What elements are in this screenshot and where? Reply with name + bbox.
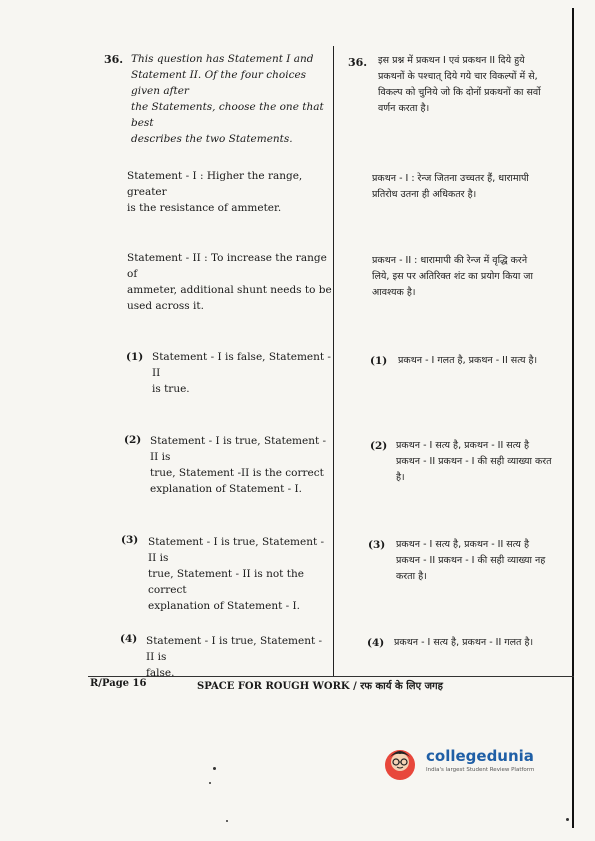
intro-line: प्रकथनों के पश्चात् दिये गये चार विकल्पों में से, xyxy=(378,71,538,82)
option-line: Statement - I is false, Statement - II xyxy=(152,351,331,379)
statement-line: प्रकथन - I : रेन्ज जितना उच्चतर हैं, धारामापी xyxy=(372,173,529,184)
option-line: true, Statement - II is not the correct xyxy=(148,568,304,596)
option-line: है। xyxy=(396,472,405,483)
scan-speck xyxy=(566,818,569,821)
statement-line: is the resistance of ammeter. xyxy=(127,202,282,214)
intro-line: इस प्रश्न में प्रकथन I एवं प्रकथन II दिये हुये xyxy=(378,55,525,66)
option-line: explanation of Statement - I. xyxy=(148,600,301,612)
statement-line: ammeter, additional shunt needs to be xyxy=(127,284,332,296)
option-line: प्रकथन - I सत्य है, प्रकथन - II गलत है। xyxy=(394,637,534,648)
option-line: प्रकथन - II प्रकथन - I की सही व्याख्या करत xyxy=(396,456,552,467)
page-edge-line xyxy=(572,8,574,828)
statement-line: प्रतिरोध उतना ही अधिकतर है। xyxy=(372,189,477,200)
option-3-number-hi[interactable]: (3) xyxy=(368,539,386,551)
option-2-text-en[interactable] xyxy=(150,433,332,497)
question-number-en: 36. xyxy=(104,53,124,66)
logo-tagline: India's largest Student Review Platform xyxy=(426,767,535,773)
option-line: Statement - I is true, Statement - II is xyxy=(148,536,325,564)
option-line: प्रकथन - I गलत है, प्रकथन - II सत्य है। xyxy=(398,355,538,366)
statement-2-en xyxy=(127,250,332,314)
statement-line: लिये, इस पर अतिरिक्त शंट का प्रयोग किया जा xyxy=(372,271,533,282)
option-line: Statement - I is true, Statement - II is xyxy=(146,635,323,663)
statement-line: Statement - II : To increase the range of xyxy=(127,252,327,280)
option-3-number-en[interactable]: (3) xyxy=(121,534,139,546)
option-1-text-en[interactable] xyxy=(152,349,332,397)
page-label: R/Page 16 xyxy=(90,678,147,689)
option-4-number-en[interactable]: (4) xyxy=(120,633,138,645)
statement-1-hi xyxy=(372,171,571,203)
scan-speck xyxy=(226,820,228,822)
option-line: प्रकथन - II प्रकथन - I की सही व्याख्या नह xyxy=(396,555,546,566)
option-1-number-en[interactable]: (1) xyxy=(126,351,144,363)
question-intro-en xyxy=(131,51,331,147)
intro-line: the Statements, choose the one that best xyxy=(131,101,324,129)
question-intro-hi xyxy=(378,53,571,117)
option-3-text-en[interactable] xyxy=(148,534,332,614)
option-4-text-en[interactable] xyxy=(146,633,332,681)
option-2-text-hi[interactable] xyxy=(396,438,571,486)
statement-2-hi xyxy=(372,253,571,301)
logo-name: collegedunia xyxy=(426,747,534,765)
option-4-text-hi[interactable] xyxy=(394,635,571,651)
option-2-number-en[interactable]: (2) xyxy=(124,434,142,446)
option-3-text-hi[interactable] xyxy=(396,537,571,585)
intro-line: Statement II. Of the four choices given after xyxy=(131,69,307,97)
option-line: false. xyxy=(146,667,175,679)
scan-speck xyxy=(209,782,211,784)
student-mascot-icon xyxy=(382,745,418,781)
scan-speck xyxy=(213,767,216,770)
option-line: explanation of Statement - I. xyxy=(150,483,303,495)
option-line: true, Statement -II is the correct xyxy=(150,467,324,479)
option-line: is true. xyxy=(152,383,190,395)
option-1-number-hi[interactable]: (1) xyxy=(370,355,388,367)
rough-work-label: SPACE FOR ROUGH WORK / रफ कार्य के लिए जगह xyxy=(197,681,443,692)
statement-line: used across it. xyxy=(127,300,204,312)
statement-line: Statement - I : Higher the range, greater xyxy=(127,170,303,198)
statement-line: प्रकथन - II : धारामापी की रेन्ज में वृद्धि करने xyxy=(372,255,528,266)
option-2-number-hi[interactable]: (2) xyxy=(370,440,388,452)
intro-line: This question has Statement I and xyxy=(131,53,314,65)
intro-line: describes the two Statements. xyxy=(131,133,293,145)
statement-1-en xyxy=(127,168,332,216)
statement-line: आवश्यक है। xyxy=(372,287,416,298)
intro-line: वर्णन करता है। xyxy=(378,103,430,114)
option-line: करता है। xyxy=(396,571,427,582)
option-1-text-hi[interactable] xyxy=(398,353,571,369)
column-divider xyxy=(333,46,334,676)
option-line: प्रकथन - I सत्य है, प्रकथन - II सत्य है xyxy=(396,539,530,550)
collegedunia-logo xyxy=(382,743,552,785)
intro-line: विकल्प को चुनिये जो कि दोनों प्रकथनों का सर्वो xyxy=(378,87,541,98)
option-line: प्रकथन - I सत्य है, प्रकथन - II सत्य है xyxy=(396,440,530,451)
option-line: Statement - I is true, Statement - II is xyxy=(150,435,327,463)
option-4-number-hi[interactable]: (4) xyxy=(367,637,385,649)
question-number-hi: 36. xyxy=(348,56,368,69)
